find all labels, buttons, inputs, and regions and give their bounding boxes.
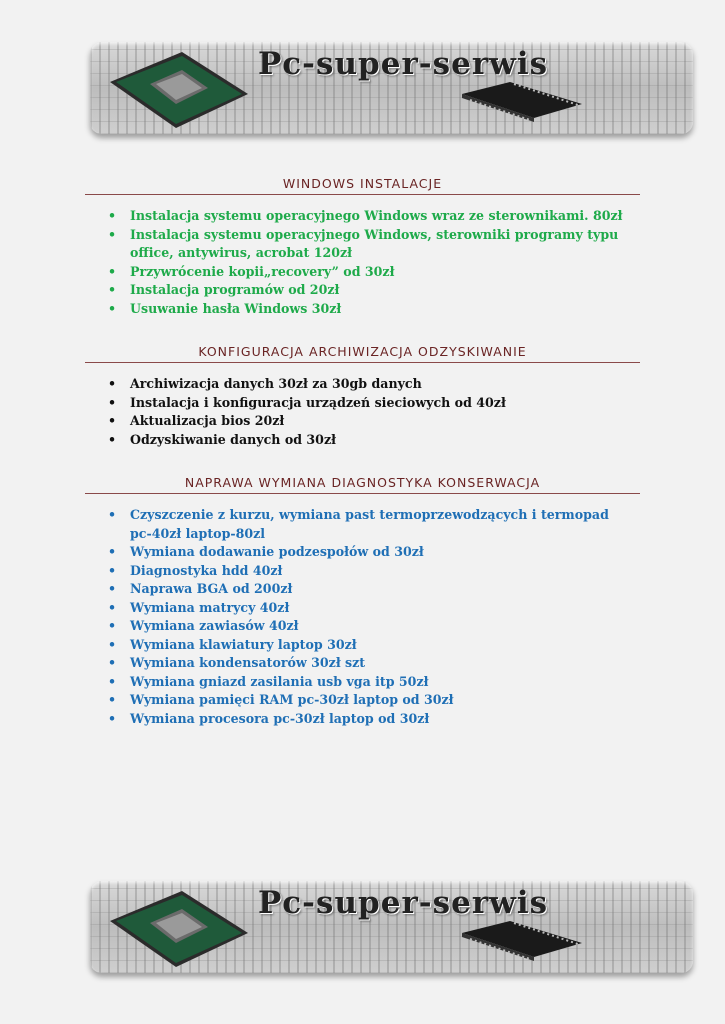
konfiguracja-services-list [108,375,628,449]
cpu-chip-icon [110,891,248,967]
list-item: • Wymiana klawiatury laptop 30zł [108,636,628,655]
list-item: • Aktualizacja bios 20zł [108,412,628,431]
memory-chip-icon [462,82,582,122]
list-item: • Instalacja i konfiguracja urządzeń sieciowych od 40zł [108,394,628,413]
header-banner [90,42,693,134]
list-item: • Wymiana kondensatorów 30zł szt [108,654,628,673]
list-item: • Naprawa BGA od 200zł [108,580,628,599]
list-item: • Wymiana zawiasów 40zł [108,617,628,636]
list-item: • Instalacja systemu operacyjnego Windows, sterowniki programy typu office, antywirus, acrobat 120zł [108,226,628,263]
list-item: • Wymiana gniazd zasilania usb vga itp 50zł [108,673,628,692]
banner-title: Pc-super-serwis [258,885,549,921]
list-item: • Archiwizacja danych 30zł za 30gb danych [108,375,628,394]
footer-banner [90,881,693,973]
list-item: • Wymiana procesora pc-30zł laptop od 30zł [108,710,628,729]
cpu-chip-icon [110,52,248,128]
list-item: • Wymiana pamięci RAM pc-30zł laptop od 30zł [108,691,628,710]
section-heading-windows: WINDOWS INSTALACJE [85,176,640,195]
memory-chip-icon [462,921,582,961]
list-item: • Wymiana dodawanie podzespołów od 30zł [108,543,628,562]
list-item: • Przywrócenie kopii„recovery” od 30zł [108,263,628,282]
windows-services-list [108,207,628,318]
list-item: • Diagnostyka hdd 40zł [108,562,628,581]
list-item: • Instalacja systemu operacyjnego Windows wraz ze sterownikami. 80zł [108,207,628,226]
list-item: • Usuwanie hasła Windows 30zł [108,300,628,319]
section-heading-konfiguracja: KONFIGURACJA ARCHIWIZACJA ODZYSKIWANIE [85,344,640,363]
banner-title: Pc-super-serwis [258,46,549,82]
list-item: • Instalacja programów od 20zł [108,281,628,300]
list-item: • Odzyskiwanie danych od 30zł [108,431,628,450]
section-heading-naprawa: NAPRAWA WYMIANA DIAGNOSTYKA KONSERWACJA [85,475,640,494]
list-item: • Wymiana matrycy 40zł [108,599,628,618]
naprawa-services-list [108,506,628,728]
list-item: • Czyszczenie z kurzu, wymiana past termoprzewodzących i termopad pc-40zł laptop-80zl [108,506,628,543]
